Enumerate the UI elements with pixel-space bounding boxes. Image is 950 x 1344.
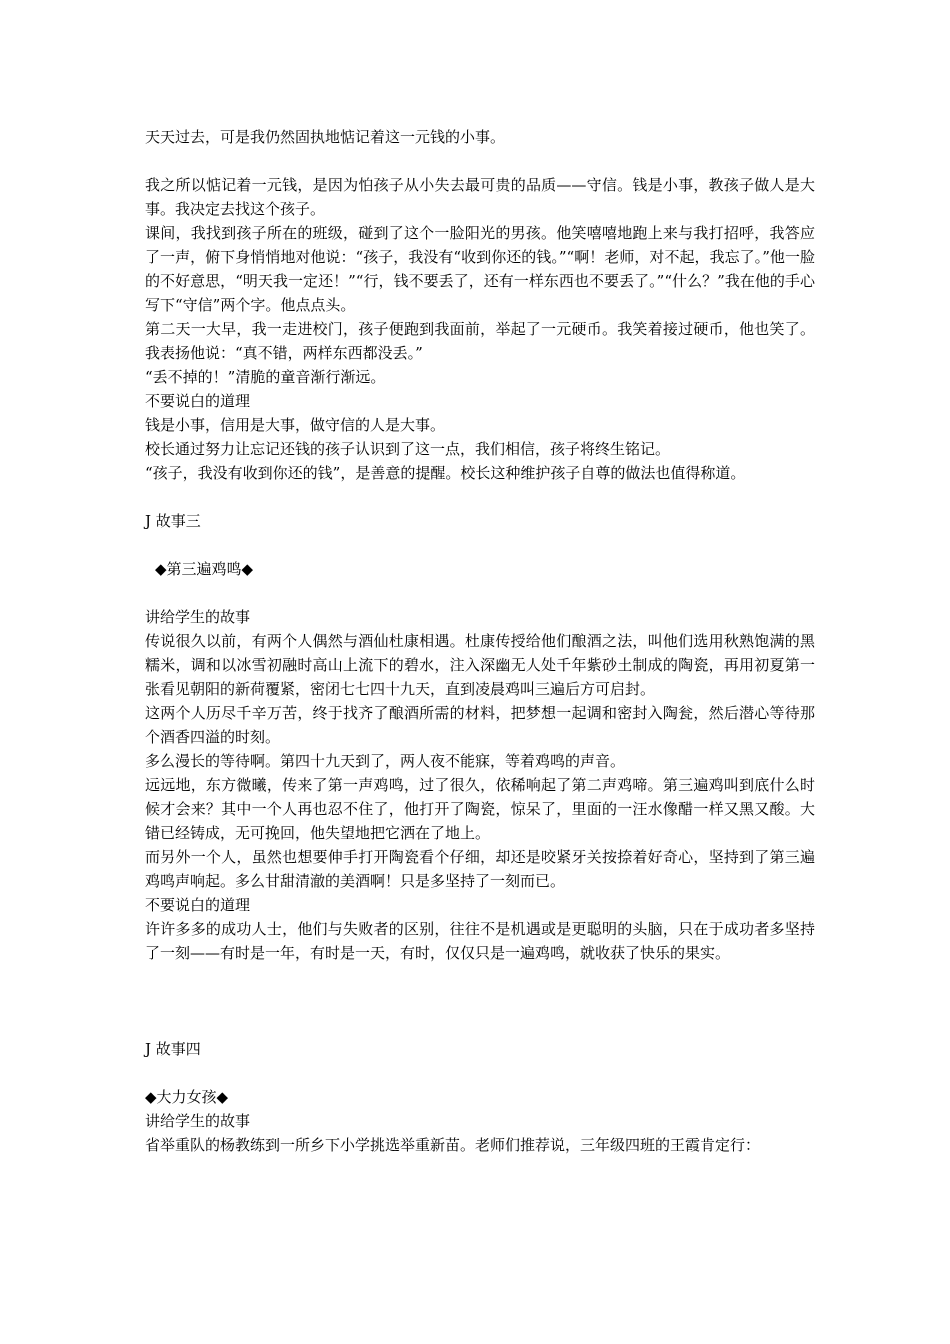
paragraph: 许许多多的成功人士，他们与失败者的区别，往往不是机遇或是更聪明的头脑，只在于成功者多坚持了一刻——有时是一年，有时是一天，有时，仅仅只是一遍鸡鸣，就收获了快乐的果实。 xyxy=(145,920,815,962)
paragraph: 钱是小事，信用是大事，做守信的人是大事。 xyxy=(145,416,446,434)
story-title-3: ◆第三遍鸡鸣◆ xyxy=(155,560,254,578)
paragraph: “丢不掉的！”清脆的童音渐行渐远。 xyxy=(145,368,386,386)
blank-line xyxy=(145,1061,815,1085)
paragraph: 而另外一个人，虽然也想要伸手打开陶瓷看个仔细，却还是咬紧牙关按捺着好奇心，坚持到了第三遍鸡鸣声响起。多么甘甜清澈的美酒啊！只是多坚持了一刻而已。 xyxy=(145,848,815,890)
story-heading-4: J 故事四 xyxy=(145,1040,201,1058)
paragraph: 课间，我找到孩子所在的班级，碰到了这个一脸阳光的男孩。他笑嘻嘻地跑上来与我打招呼，我答应了一声，俯下身悄悄地对他说：“孩子，我没有“收到你还的钱。”“啊！老师，对不起，我忘了。”他一脸的不好意思，“明天我一定还！”“行，钱不要丢了，还有一样东西也不要丢了。”“什么？”我在他的手心写下“守信”两个字。他点点头。 xyxy=(145,224,815,314)
paragraph: 省举重队的杨教练到一所乡下小学挑选举重新苗。老师们推荐说，三年级四班的王霞肯定行： xyxy=(145,1136,761,1154)
paragraph: 远远地，东方微曦，传来了第一声鸡鸣，过了很久，依稀响起了第二声鸡啼。第三遍鸡叫到底什么时候才会来？其中一个人再也忍不住了，他打开了陶瓷，惊呆了，里面的一汪水像醋一样又黑又酸。大错已经铸成，无可挽回，他失望地把它洒在了地上。 xyxy=(145,776,815,842)
section-heading-story: 讲给学生的故事 xyxy=(145,1112,251,1130)
paragraph: 天天过去，可是我仍然固执地惦记着这一元钱的小事。 xyxy=(145,128,506,146)
paragraph: 这两个人历尽千辛万苦，终于找齐了酿酒所需的材料，把梦想一起调和密封入陶瓮，然后潜心等待那个酒香四溢的时刻。 xyxy=(145,704,815,746)
story-title-4: ◆大力女孩◆ xyxy=(145,1088,229,1106)
section-heading-moral: 不要说白的道理 xyxy=(145,896,251,914)
blank-line xyxy=(145,149,815,173)
paragraph: 我之所以惦记着一元钱，是因为怕孩子从小失去最可贵的品质——守信。钱是小事，教孩子做人是大事。我决定去找这个孩子。 xyxy=(145,176,815,218)
paragraph: 第二天一大早，我一走进校门，孩子便跑到我面前，举起了一元硬币。我笑着接过硬币，他也笑了。我表扬他说：“真不错，两样东西都没丢。” xyxy=(145,320,815,362)
blank-line xyxy=(145,485,815,509)
paragraph: “孩子，我没有收到你还的钱”，是善意的提醒。校长这种维护孩子自尊的做法也值得称道。 xyxy=(145,464,746,482)
paragraph: 传说很久以前，有两个人偶然与酒仙杜康相遇。杜康传授给他们酿酒之法，叫他们选用秋熟饱满的黑糯米，调和以冰雪初融时高山上流下的碧水，注入深幽无人处千年紫砂土制成的陶瓷，再用初夏第一张看见朝阳的新荷覆紧，密闭七七四十九天，直到凌晨鸡叫三遍后方可启封。 xyxy=(145,632,815,698)
document-page xyxy=(145,125,815,1157)
paragraph: 校长通过努力让忘记还钱的孩子认识到了这一点，我们相信，孩子将终生铭记。 xyxy=(145,440,671,458)
section-heading-moral: 不要说白的道理 xyxy=(145,392,251,410)
blank-line xyxy=(145,581,815,605)
paragraph: 多么漫长的等待啊。第四十九天到了，两人夜不能寐，等着鸡鸣的声音。 xyxy=(145,752,626,770)
story-heading-3: J 故事三 xyxy=(145,512,201,530)
blank-line xyxy=(145,1013,815,1037)
blank-line xyxy=(145,965,815,1013)
section-heading-story: 讲给学生的故事 xyxy=(145,608,251,626)
blank-line xyxy=(145,533,815,557)
